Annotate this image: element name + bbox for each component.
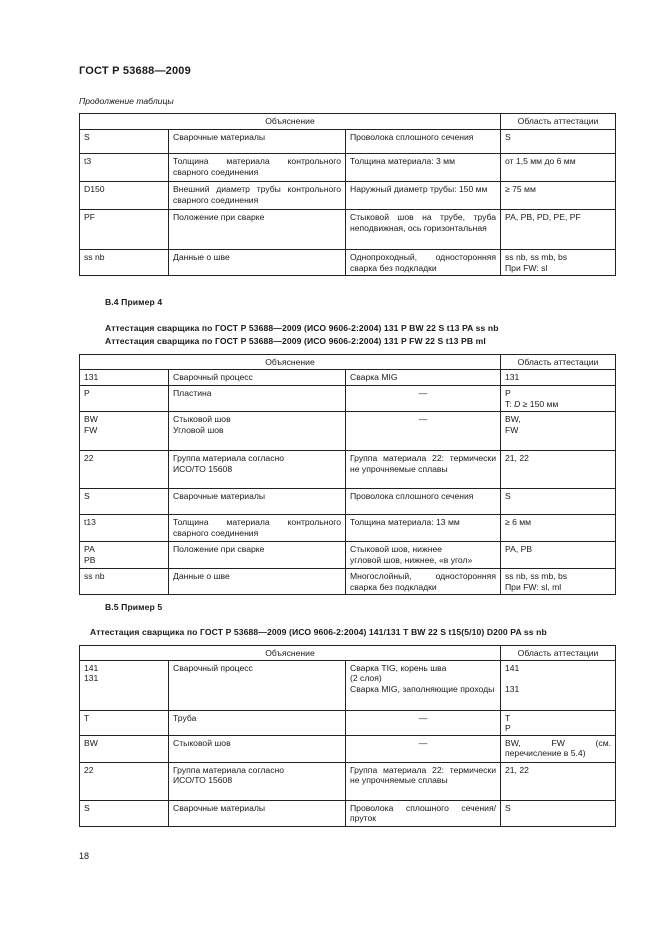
cell-code: 22 [80, 762, 169, 800]
cell-scope: ss nb, ss mb, bs При FW: sl, ml [501, 569, 616, 595]
table-row [80, 130, 616, 154]
table-row [80, 710, 616, 735]
cell-scope: 21, 22 [501, 451, 616, 489]
cell-value: Проволока сплошного сечения [346, 489, 501, 515]
cell-code: S [80, 130, 169, 154]
cell-code: S [80, 800, 169, 826]
header-explanation: Объяснение [80, 114, 501, 130]
example-4-heading: В.4 Пример 4 [105, 297, 163, 307]
cell-value: Стыковой шов на трубе, труба неподвижная, ось горизонтальная [346, 210, 501, 250]
cell-scope: S [501, 489, 616, 515]
cell-code: P [80, 386, 169, 412]
cell-scope [501, 386, 616, 412]
header-scope: Область аттестации [501, 114, 616, 130]
cell-scope: ≥ 75 мм [501, 182, 616, 210]
cell-name: Труба [169, 710, 346, 735]
cell-name: Сварочные материалы [169, 800, 346, 826]
scope-code: P [505, 388, 511, 398]
example-4-designation-2: Аттестация сварщика по ГОСТ Р 53688—2009 (ИСО 9606-2:2004) 131 P FW 22 S t13 PB ml [105, 336, 486, 346]
cell-code: PA PB [80, 542, 169, 569]
cell-code: D150 [80, 182, 169, 210]
qualification-table-3 [79, 645, 616, 827]
scope-prefix: T: [505, 398, 515, 409]
cell-value: — [346, 710, 501, 735]
cell-name: Группа материала согласно ИСО/ТО 15608 [169, 762, 346, 800]
cell-name: Положение при сварке [169, 542, 346, 569]
table-row [80, 660, 616, 710]
cell-code: ss nb [80, 569, 169, 595]
header-scope: Область аттестации [501, 355, 616, 370]
cell-scope: ss nb, ss mb, bs При FW: sl [501, 250, 616, 276]
cell-code: 141 131 [80, 660, 169, 710]
page-number: 18 [79, 851, 90, 861]
table-caption: Продолжение таблицы [79, 96, 174, 106]
table-row [80, 735, 616, 762]
cell-code: ss nb [80, 250, 169, 276]
cell-name: Стыковой шов [169, 735, 346, 762]
cell-code: t3 [80, 154, 169, 182]
cell-value: Группа материала 22: термически не упрочняемые сплавы [346, 762, 501, 800]
cell-name: Данные о шве [169, 250, 346, 276]
table-row [80, 210, 616, 250]
cell-value-line1: Сварка TIG, корень шва (2 слоя) [350, 662, 447, 684]
cell-value: Наружный диаметр трубы: 150 мм [346, 182, 501, 210]
cell-code: 22 [80, 451, 169, 489]
cell-name: Стыковой шов Угловой шов [169, 412, 346, 451]
cell-value: Группа материала 22: термически не упрочняемые сплавы [346, 451, 501, 489]
cell-scope: PA, PB, PD, PE, PF [501, 210, 616, 250]
table-row [80, 182, 616, 210]
cell-value: Проволока сплошного сечения [346, 130, 501, 154]
cell-scope: PA, PB [501, 542, 616, 569]
cell-value: Стыковой шов, нижнее угловой шов, нижнее, «в угол» [346, 542, 501, 569]
table-row [80, 154, 616, 182]
example-5-designation: Аттестация сварщика по ГОСТ Р 53688—2009 (ИСО 9606-2:2004) 141/131 T BW 22 S t15(5/10) D200 PA ss nb [90, 627, 547, 637]
table-row [80, 800, 616, 826]
cell-code: BW FW [80, 412, 169, 451]
scope-suffix: ≥ 150 мм [520, 398, 559, 409]
cell-code: T [80, 710, 169, 735]
header-scope: Область аттестации [501, 646, 616, 661]
cell-scope: T P [501, 710, 616, 735]
cell-value [346, 660, 501, 710]
cell-scope: 141 131 [501, 660, 616, 710]
cell-scope: 131 [501, 370, 616, 386]
document-title: ГОСТ Р 53688—2009 [79, 65, 191, 77]
cell-scope: ≥ 6 мм [501, 515, 616, 542]
table-row [80, 370, 616, 386]
table-row [80, 515, 616, 542]
cell-scope: S [501, 800, 616, 826]
table-row [80, 412, 616, 451]
cell-scope: S [501, 130, 616, 154]
table-row [80, 542, 616, 569]
cell-code: S [80, 489, 169, 515]
cell-name: Группа материала согласно ИСО/ТО 15608 [169, 451, 346, 489]
qualification-table-1 [79, 113, 616, 276]
scope-variable: D [514, 398, 521, 409]
cell-value: Однопроходный, односторонняя сварка без подкладки [346, 250, 501, 276]
cell-scope: 21, 22 [501, 762, 616, 800]
table-row [80, 569, 616, 595]
cell-name: Пластина [169, 386, 346, 412]
cell-name: Сварочный процесс [169, 370, 346, 386]
cell-value: — [346, 735, 501, 762]
header-explanation: Объяснение [80, 646, 501, 661]
cell-value-line2: Сварка MIG, заполняющие проходы [350, 683, 495, 694]
cell-value: — [346, 386, 501, 412]
cell-name: Положение при сварке [169, 210, 346, 250]
cell-value: Толщина материала: 13 мм [346, 515, 501, 542]
cell-scope: BW, FW [501, 412, 616, 451]
cell-code: BW [80, 735, 169, 762]
table-row [80, 489, 616, 515]
cell-name: Сварочный процесс [169, 660, 346, 710]
table-row [80, 386, 616, 412]
cell-scope: BW, FW (см. перечисление в 5.4) [501, 735, 616, 762]
cell-value: Проволока сплошного сечения/пруток [346, 800, 501, 826]
example-5-heading: В.5 Пример 5 [105, 602, 163, 612]
table-row [80, 762, 616, 800]
cell-code: t13 [80, 515, 169, 542]
table-row [80, 451, 616, 489]
header-explanation: Объяснение [80, 355, 501, 370]
cell-name: Толщина материала контрольного сварного соединения [169, 515, 346, 542]
cell-value: — [346, 412, 501, 451]
cell-name: Внешний диаметр трубы контрольного сварного соединения [169, 182, 346, 210]
example-4-designation-1: Аттестация сварщика по ГОСТ Р 53688—2009 (ИСО 9606-2:2004) 131 P BW 22 S t13 PA ss nb [105, 323, 499, 333]
cell-name: Сварочные материалы [169, 489, 346, 515]
cell-code: 131 [80, 370, 169, 386]
cell-name: Данные о шве [169, 569, 346, 595]
cell-code: PF [80, 210, 169, 250]
cell-scope: от 1,5 мм до 6 мм [501, 154, 616, 182]
qualification-table-2 [79, 354, 616, 595]
cell-value: Толщина материала: 3 мм [346, 154, 501, 182]
cell-name: Толщина материала контрольного сварного соединения [169, 154, 346, 182]
cell-value: Сварка MIG [346, 370, 501, 386]
table-row [80, 250, 616, 276]
cell-name: Сварочные материалы [169, 130, 346, 154]
cell-value: Многослойный, односторонняя сварка без подкладки [346, 569, 501, 595]
